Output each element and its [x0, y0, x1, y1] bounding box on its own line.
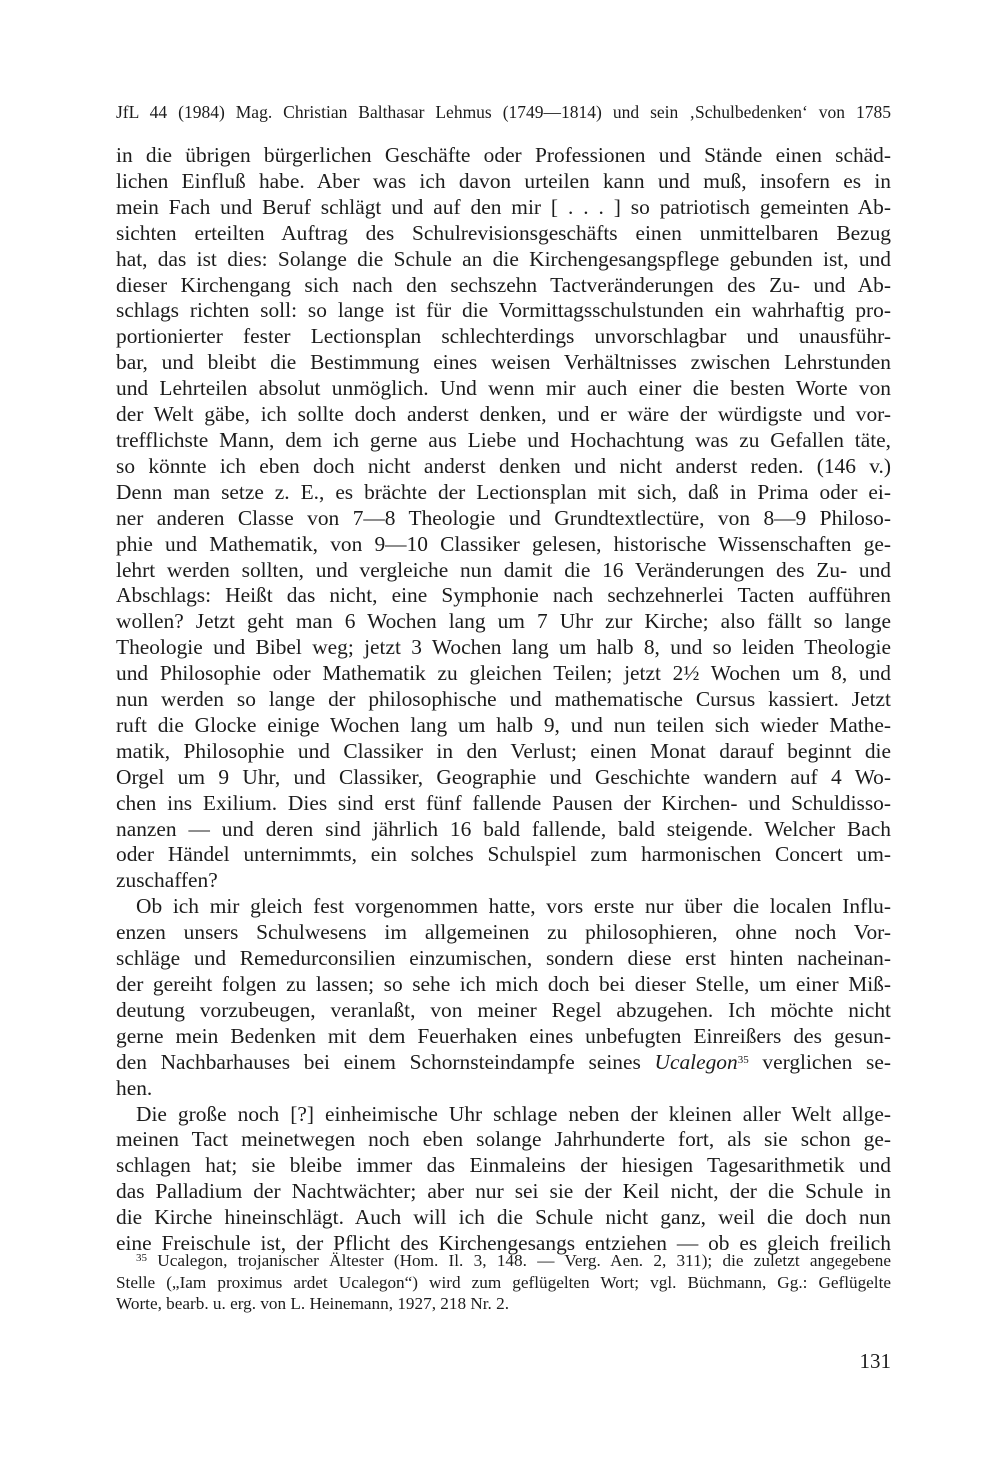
- text-line: ner anderen Classe von 7—8 Theologie und Grundtextlectüre, von 8—9 Philoso-: [116, 505, 891, 530]
- page-number: 131: [859, 1349, 891, 1373]
- text-line: und Philosophie oder Mathematik zu gleichen Teilen; jetzt 2½ Wochen um 8, und: [116, 661, 891, 686]
- text-line: Denn man setze z. E., es brächte der Lectionsplan mit sich, daß in Prima oder ei-: [116, 479, 891, 504]
- text-line: hat, das ist dies: Solange die Schule an die Kirchengesangspflege gebunden ist, und: [116, 246, 891, 271]
- text-line: der gereiht folgen zu lassen; so sehe ich mich doch bei dieser Stelle, um einer Miß-: [116, 972, 891, 996]
- paragraph-3: [116, 1102, 891, 1257]
- paragraph-2: [116, 894, 891, 1101]
- text-line: schlagen hat; sie bleibe immer das Einmaleins der hiesigen Tagesarithmetik und: [116, 1153, 891, 1178]
- text-line: und Lehrteilen absolut unmöglich. Und wenn mir auch einer die besten Worte von: [116, 376, 891, 401]
- text-line: portionierter fester Lectionsplan schlechterdings unvorschlagbar und unausführ-: [116, 324, 891, 349]
- text-line: der Welt gäbe, ich sollte doch anderst denken, und er wäre der würdigste und vor-: [116, 402, 891, 427]
- footnote-line: Stelle („Iam proximus ardet Ucalegon“) wird zum geflügelten Wort; vgl. Büchmann, Gg.: Geflügelte: [116, 1272, 891, 1292]
- text-line: schlags richten soll: so lange ist für die Vormittagsschulstunden ein wahrhaftig pro-: [116, 298, 891, 323]
- text-line: Theologie und Bibel weg; jetzt 3 Wochen lang um halb 8, und so leiden Theologie: [116, 635, 891, 660]
- text-line: enzen unsers Schulwesens im allgemeinen zu philosophieren, ohne noch Vor-: [116, 920, 891, 945]
- text-line: phie und Mathematik, von 9—10 Classiker gelesen, historische Wissenschaften ge-: [116, 531, 891, 556]
- text-line-ucalegon: [116, 1050, 891, 1076]
- text-line: matik, Philosophie und Classiker in den Verlust; einen Monat darauf beginnt die: [116, 738, 891, 763]
- text-line: hen.: [116, 1075, 153, 1100]
- text-line: schläge und Remedurconsilien einzumischen, sondern diese erst hinten nacheinan-: [116, 946, 891, 971]
- footnote-text: Ucalegon, trojanischer Ältester (Hom. Il. 3, 148. — Verg. Aen. 2, 311); die zuletzt angegebene: [147, 1251, 891, 1270]
- text-line: deutung vorzubeugen, veranlaßt, von meiner Regel abzugehen. Ich möchte nicht: [116, 997, 891, 1022]
- text-line: das Palladium der Nachtwächter; aber nur sei sie der Keil nicht, der die Schule in: [116, 1179, 891, 1204]
- text-line: Orgel um 9 Uhr, und Classiker, Geographie und Geschichte wandern auf 4 Wo-: [116, 764, 891, 789]
- text-line: trefflichste Mann, dem ich gerne aus Liebe und Hochachtung was zu Gefallen täte,: [116, 427, 891, 452]
- text-line: mein Fach und Beruf schlägt und auf den mir [ . . . ] so patriotisch gemeinten Ab-: [116, 194, 891, 219]
- text-line: bar, und bleibt die Bestimmung eines weisen Verhältnisses zwischen Lehrstunden: [116, 350, 891, 375]
- footnote-line: [116, 1250, 891, 1272]
- text-line: zuschaffen?: [116, 868, 218, 893]
- text-line: nanzen — und deren sind jährlich 16 bald fallende, bald steigende. Welcher Bach: [116, 816, 891, 841]
- italic-name: Ucalegon: [654, 1049, 738, 1074]
- text-line: so könnte ich eben doch nicht anderst denken und nicht anderst reden. (146 v.): [116, 453, 891, 478]
- footnote-number: 35: [136, 1252, 147, 1264]
- text-line: lehrt werden sollten, und vergleiche nun damit die 16 Veränderungen des Zu- und: [116, 557, 891, 582]
- text-line: nun werden so lange der philosophische und mathematische Cursus kassiert. Jetzt: [116, 687, 891, 712]
- text-segment: verglichen se-: [748, 1049, 891, 1074]
- text-line: oder Händel unternimmts, ein solches Schulspiel zum harmonischen Concert um-: [116, 842, 891, 867]
- footnote-line: Worte, bearb. u. erg. von L. Heinemann, 1927, 218 Nr. 2.: [116, 1294, 510, 1313]
- text-line: Ob ich mir gleich fest vorgenommen hatte, vors erste nur über die localen Influ-: [136, 894, 891, 919]
- text-line: eine Freischule ist, der Pflicht des Kirchengesangs entziehen — ob es gleich freilich: [116, 1231, 891, 1256]
- paragraph-1: [116, 143, 891, 894]
- text-line: ruft die Glocke einige Wochen lang um halb 9, und nun teilen sich wieder Mathe-: [116, 712, 891, 737]
- text-line: chen ins Exilium. Dies sind erst fünf fallende Pausen der Kirchen- und Schuldisso-: [116, 790, 891, 815]
- text-line: wollen? Jetzt geht man 6 Wochen lang um 7 Uhr zur Kirche; also fällt so lange: [116, 609, 891, 634]
- text-line: in die übrigen bürgerlichen Geschäfte oder Professionen und Stände einen schäd-: [116, 143, 891, 167]
- text-line: Die große noch [?] einheimische Uhr schlage neben der kleinen aller Welt allge-: [136, 1101, 891, 1126]
- text-line: sichten erteilten Auftrag des Schulrevisionsgeschäfts einen unmittelbaren Bezug: [116, 220, 891, 245]
- text-line: dieser Kirchengang sich nach den sechszehn Tactveränderungen des Zu- und Ab-: [116, 272, 891, 297]
- body-text: [116, 143, 891, 1257]
- text-line: gerne mein Bedenken mit dem Feuerhaken eines unbefugten Einreißers des gesun-: [116, 1023, 891, 1048]
- text-line: lichen Einfluß habe. Aber was ich davon urteilen kann und muß, insofern es in: [116, 168, 891, 193]
- footnote-marker[interactable]: 35: [737, 1053, 749, 1066]
- text-line: die Kirche hineinschlägt. Auch will ich die Schule nicht ganz, weil die doch nun: [116, 1205, 891, 1230]
- running-head: JfL 44 (1984) Mag. Christian Balthasar Lehmus (1749—1814) und sein ‚Schulbedenken‘ von 1785: [116, 102, 891, 122]
- text-segment: den Nachbarhauses bei einem Schornsteindampfe seines: [116, 1049, 641, 1074]
- footnote: [116, 1250, 891, 1315]
- text-line: Abschlags: Heißt das nicht, eine Symphonie nach sechzehnerlei Tacten aufführen: [116, 583, 891, 608]
- text-line: meinen Tact meinetwegen noch eben solange Jahrhunderte fort, als sie schon ge-: [116, 1127, 891, 1152]
